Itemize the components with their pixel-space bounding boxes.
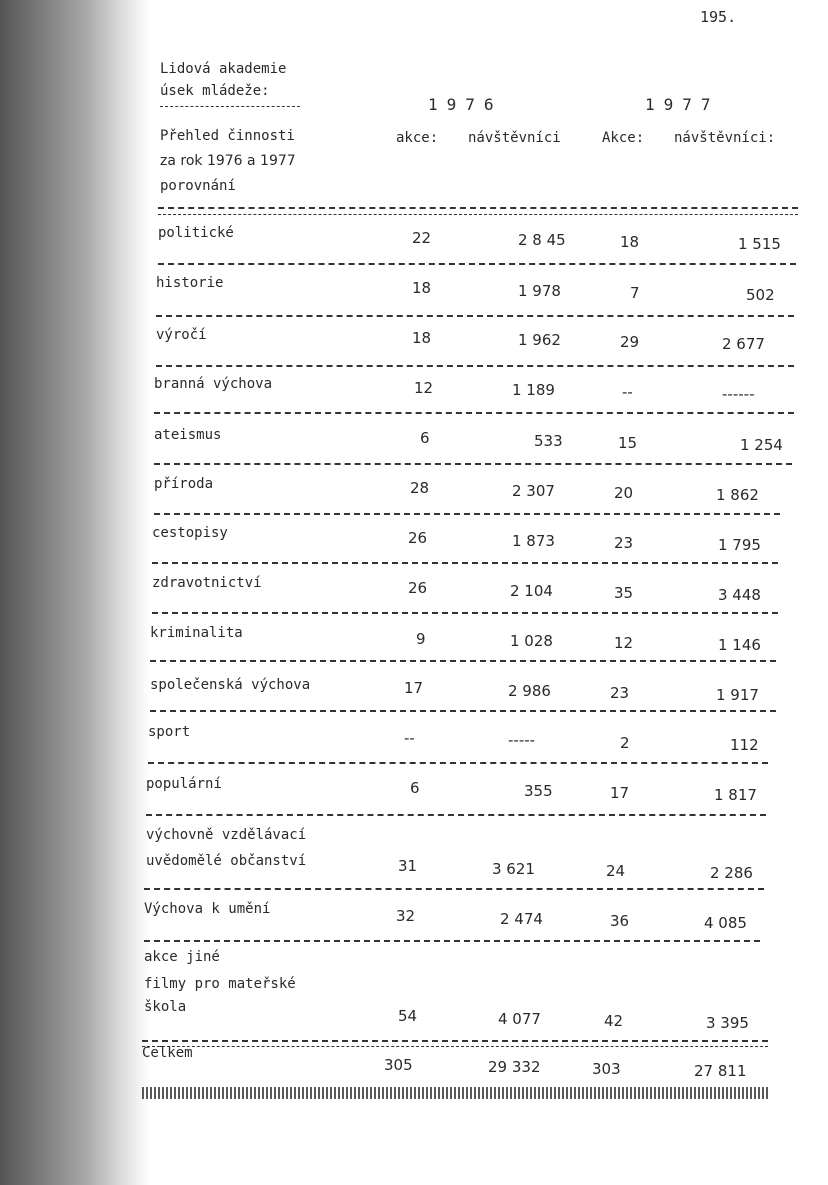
row-divider <box>150 660 776 662</box>
cell-akce-1976: 28 <box>410 479 430 497</box>
table-divider <box>158 214 798 215</box>
cell-akce-1977: 42 <box>604 1012 624 1030</box>
cell-navstevnici-1976: 2 8 45 <box>518 231 566 249</box>
row-divider <box>150 710 776 712</box>
cell-akce-1976: 26 <box>408 529 428 547</box>
cell-navstevnici-1976: 1 028 <box>510 632 553 650</box>
row-label-line-2: uvědomělé občanství <box>146 853 307 869</box>
cell-akce-1976: 6 <box>420 429 430 447</box>
row-label-line-2: filmy pro mateřské <box>144 976 296 992</box>
cell-navstevnici-1977: 1 862 <box>716 486 759 504</box>
cell-navstevnici-1976: 533 <box>534 432 563 450</box>
cell-navstevnici-1977: 3 448 <box>718 586 761 604</box>
cell-akce-1977: 15 <box>618 434 638 452</box>
scan-binding-shadow <box>0 0 150 1185</box>
title-block <box>160 124 296 199</box>
cell-navstevnici-1976: 2 986 <box>508 682 551 700</box>
table-divider <box>158 207 798 209</box>
cell-akce-1976: 6 <box>410 779 420 797</box>
row-label: kriminalita <box>150 625 243 641</box>
col-akce-1977: Akce: <box>602 130 645 146</box>
header-underline <box>160 106 300 107</box>
header-block <box>160 58 286 102</box>
row-divider <box>158 263 796 265</box>
cell-navstevnici-1977: 1 146 <box>718 636 761 654</box>
page-number: 195. <box>700 8 737 26</box>
cell-akce-1976: 9 <box>416 630 426 648</box>
row-divider <box>144 888 764 890</box>
cell-navstevnici-1977: 3 395 <box>706 1014 749 1032</box>
cell-navstevnici-1977: 2 677 <box>722 335 765 353</box>
year-1976: 1976 <box>428 95 503 114</box>
cell-akce-1977: 7 <box>630 284 640 302</box>
cell-akce-1976: 18 <box>412 279 432 297</box>
cell-navstevnici-1976: 1 978 <box>518 282 561 300</box>
cell-akce-1977: 18 <box>620 233 640 251</box>
cell-navstevnici-1976: 355 <box>524 782 553 800</box>
row-divider <box>142 1046 768 1047</box>
row-label: cestopisy <box>152 525 228 541</box>
cell-navstevnici-1976: 4 077 <box>498 1010 541 1028</box>
row-divider <box>152 562 778 564</box>
cell-akce-1976-total: 305 <box>384 1056 413 1074</box>
cell-navstevnici-1976: ----- <box>508 731 536 749</box>
cell-navstevnici-1977: 2 286 <box>710 864 753 882</box>
cell-navstevnici-1976-total: 29 332 <box>488 1058 541 1076</box>
cell-akce-1977: 29 <box>620 333 640 351</box>
cell-navstevnici-1976: 1 962 <box>518 331 561 349</box>
cell-akce-1977: 17 <box>610 784 630 802</box>
typed-m-border <box>142 1087 768 1099</box>
col-navstevnici-1977: návštěvníci: <box>674 130 776 146</box>
row-label: zdravotnictví <box>152 575 262 591</box>
cell-akce-1976: 31 <box>398 857 418 875</box>
cell-akce-1976: -- <box>404 729 415 747</box>
cell-navstevnici-1976: 2 307 <box>512 482 555 500</box>
row-divider <box>154 463 792 465</box>
row-divider <box>154 412 794 414</box>
cell-akce-1976: 26 <box>408 579 428 597</box>
cell-akce-1977: 12 <box>614 634 634 652</box>
row-divider <box>152 612 778 614</box>
row-label: sport <box>148 724 191 740</box>
row-label: akce jiné <box>144 949 220 965</box>
row-label: historie <box>156 275 224 291</box>
cell-navstevnici-1977: 1 254 <box>740 436 783 454</box>
cell-akce-1977-total: 303 <box>592 1060 621 1078</box>
row-label: populární <box>146 776 222 792</box>
cell-akce-1976: 54 <box>398 1007 418 1025</box>
row-label: politické <box>158 225 234 241</box>
cell-akce-1976: 22 <box>412 229 432 247</box>
department-name: úsek mládeže: <box>160 83 270 99</box>
row-divider <box>146 814 766 816</box>
title-line-3: porovnání <box>160 178 236 194</box>
cell-akce-1977: 20 <box>614 484 634 502</box>
cell-navstevnici-1977: ------ <box>722 385 755 403</box>
cell-akce-1976: 32 <box>396 907 416 925</box>
cell-navstevnici-1977: 4 085 <box>704 914 747 932</box>
cell-navstevnici-1977: 502 <box>746 286 775 304</box>
year-1977: 1977 <box>645 95 720 114</box>
cell-akce-1976: 12 <box>414 379 434 397</box>
title-line-1: Přehled činnosti <box>160 128 295 144</box>
cell-navstevnici-1977: 1 817 <box>714 786 757 804</box>
row-label: Výchova k umění <box>144 901 271 917</box>
cell-navstevnici-1976: 1 873 <box>512 532 555 550</box>
cell-akce-1977: 35 <box>614 584 634 602</box>
cell-akce-1976: 18 <box>412 329 432 347</box>
cell-navstevnici-1977: 1 795 <box>718 536 761 554</box>
cell-akce-1977: 36 <box>610 912 630 930</box>
row-divider <box>156 315 794 317</box>
cell-navstevnici-1976: 1 189 <box>512 381 555 399</box>
cell-navstevnici-1976: 2 474 <box>500 910 543 928</box>
cell-navstevnici-1977-total: 27 811 <box>694 1062 747 1080</box>
col-akce-1976: akce: <box>396 130 439 146</box>
row-divider <box>156 365 794 367</box>
row-label: společenská výchova <box>150 677 311 693</box>
institution-name: Lidová akademie <box>160 61 287 77</box>
cell-navstevnici-1976: 2 104 <box>510 582 553 600</box>
cell-akce-1977: 24 <box>606 862 626 880</box>
cell-navstevnici-1977: 112 <box>730 736 759 754</box>
row-label: výročí <box>156 327 207 343</box>
cell-navstevnici-1977: 1 515 <box>738 235 781 253</box>
cell-akce-1977: 23 <box>610 684 630 702</box>
row-divider <box>144 940 760 942</box>
row-label-total: Celkem <box>142 1045 193 1061</box>
row-divider <box>142 1040 768 1042</box>
row-divider <box>154 513 780 515</box>
cell-akce-1977: 23 <box>614 534 634 552</box>
row-label: branná výchova <box>154 376 273 392</box>
cell-akce-1977: -- <box>622 383 633 401</box>
row-label: příroda <box>154 476 214 492</box>
cell-akce-1977: 2 <box>620 734 630 752</box>
cell-navstevnici-1977: 1 917 <box>716 686 759 704</box>
row-divider <box>148 762 768 764</box>
row-label: výchovně vzdělávací <box>146 827 307 843</box>
row-label-line-3: škola <box>144 999 187 1015</box>
col-navstevnici-1976: návštěvníci <box>468 130 561 146</box>
row-label: ateismus <box>154 427 222 443</box>
cell-navstevnici-1976: 3 621 <box>492 860 535 878</box>
cell-akce-1976: 17 <box>404 679 424 697</box>
title-line-2: za rok 1976 a 1977 <box>160 153 296 169</box>
